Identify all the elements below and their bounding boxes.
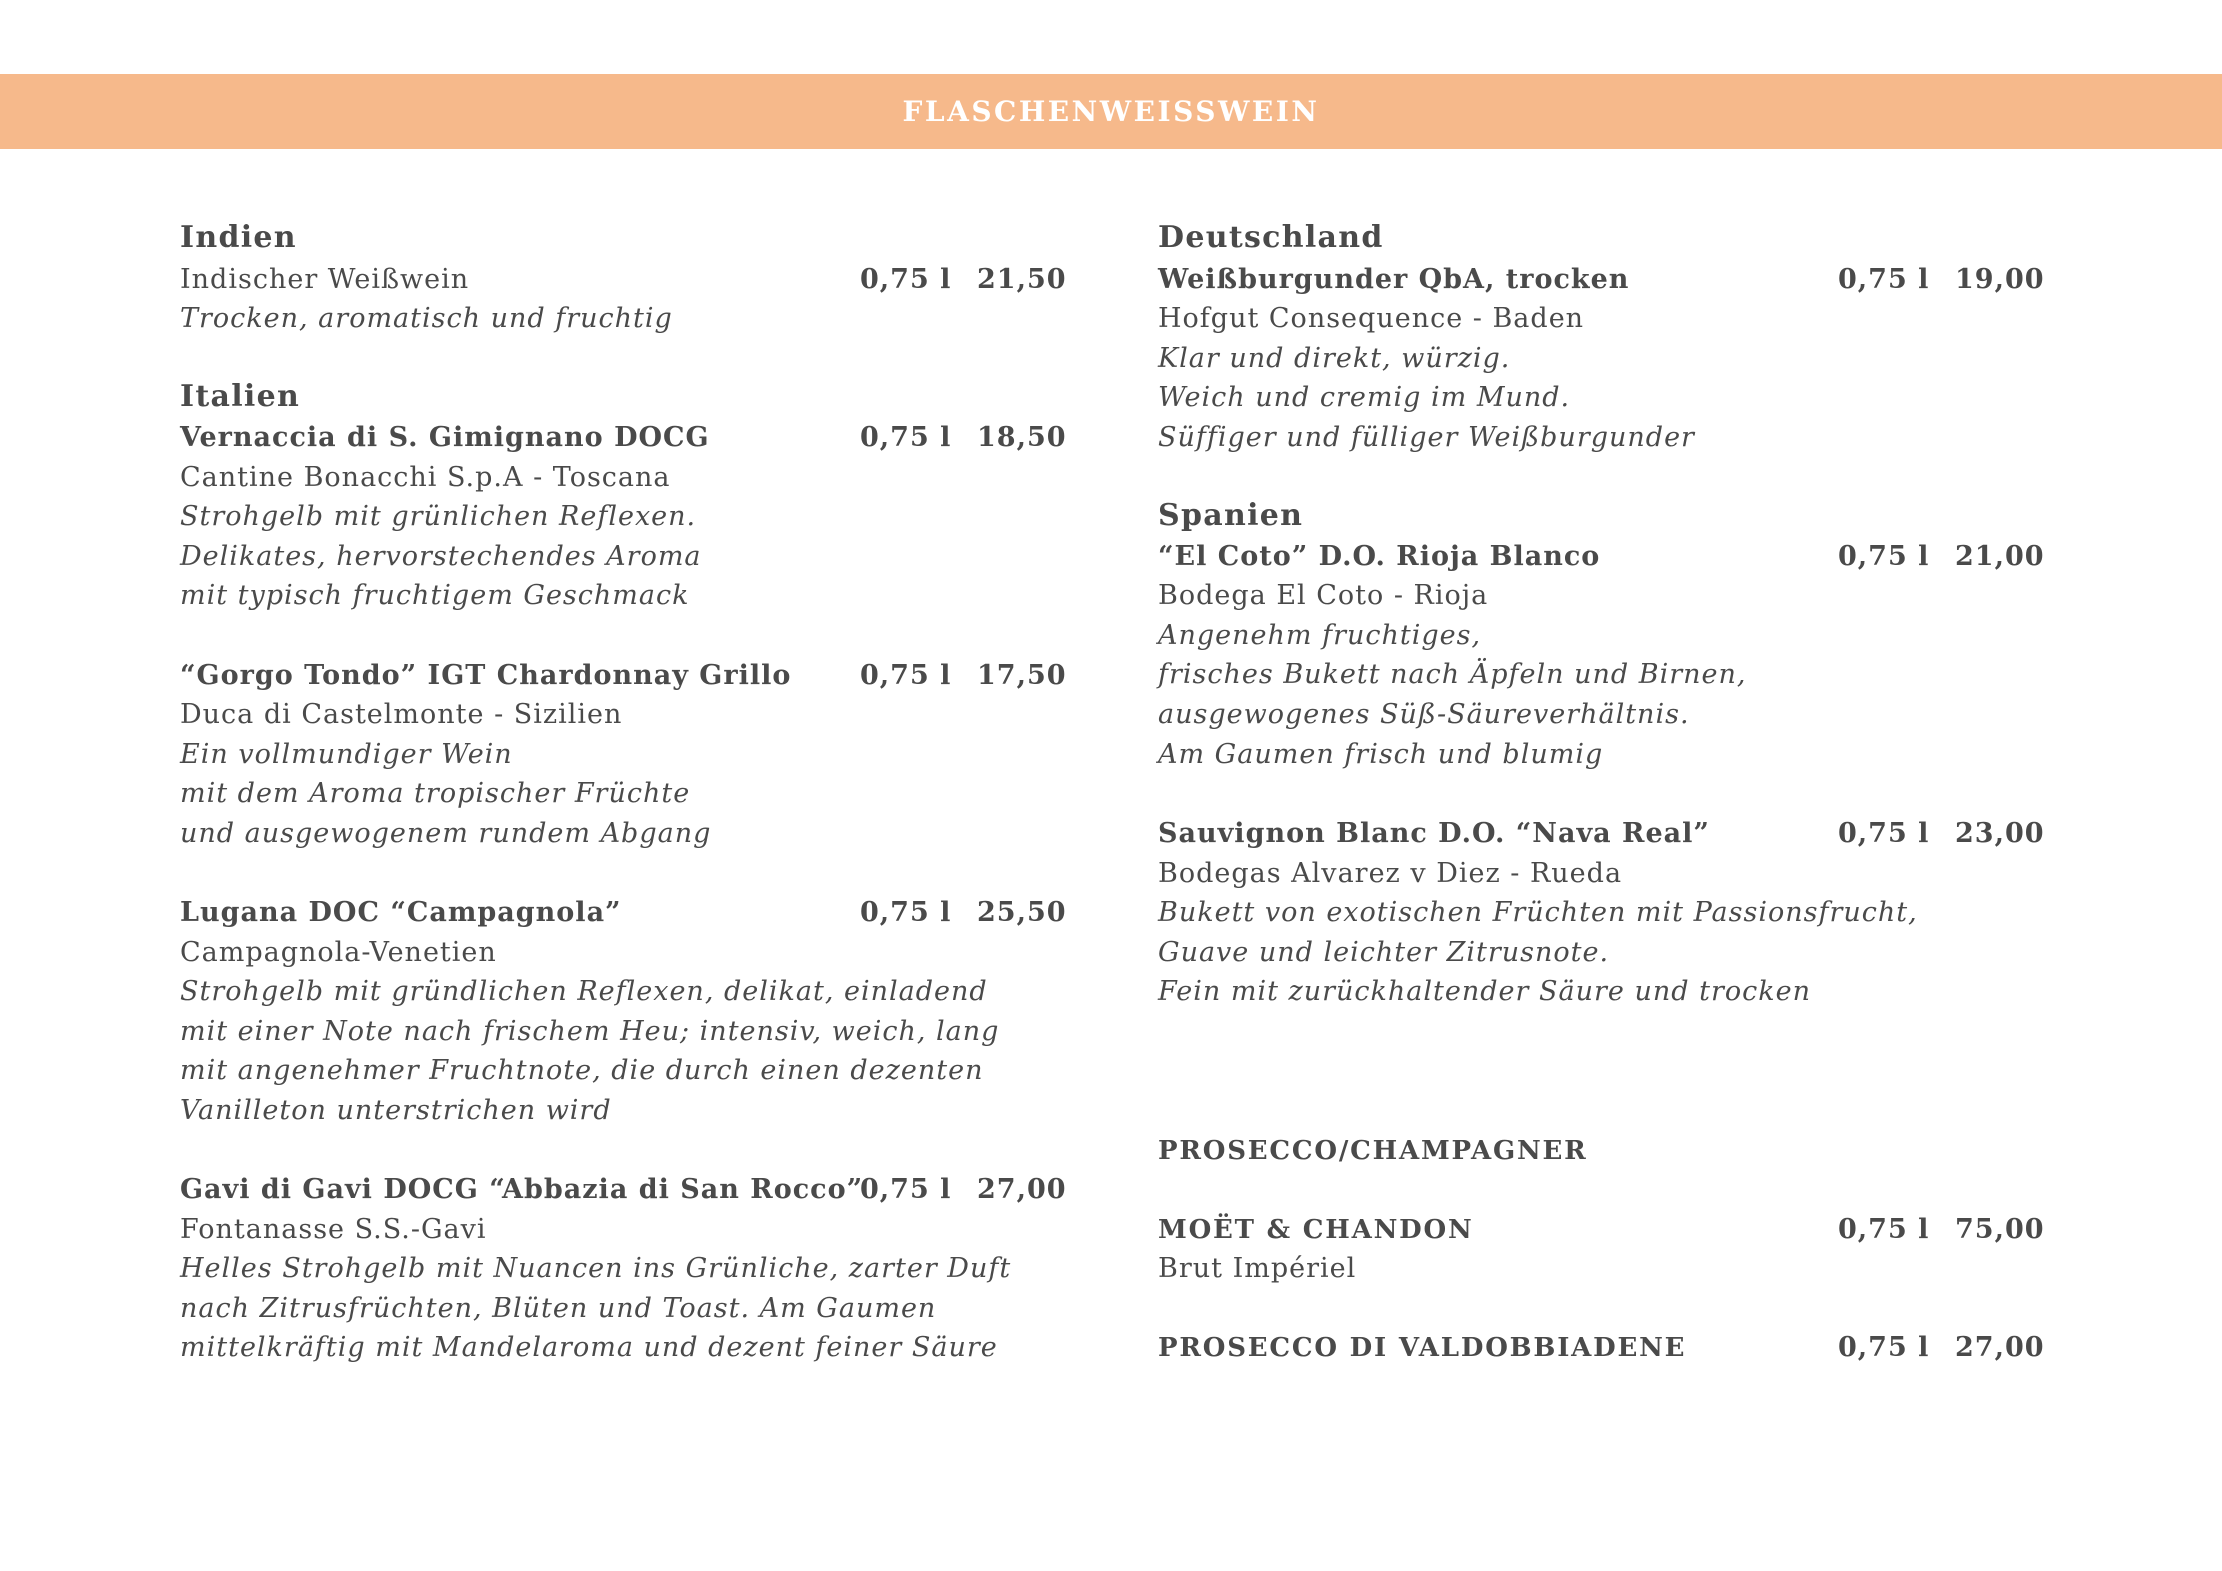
wine-description: Delikates, hervorstechendes Aroma <box>180 541 702 572</box>
wine-price: 19,00 <box>1955 264 2045 295</box>
wine-price: 23,00 <box>1955 818 2045 849</box>
wine-description: Klar und direkt, würzig. <box>1158 343 1511 374</box>
wine-volume: 0,75 l <box>1838 264 1930 295</box>
wine-price: 21,50 <box>977 264 1067 295</box>
wine-name: MOËT & CHANDON <box>1158 1215 1474 1245</box>
wine-producer: Brut Impériel <box>1158 1253 1357 1284</box>
wine-description: ausgewogenes Süß-Säureverhältnis. <box>1158 699 1690 730</box>
country-heading-italien: Italien <box>180 379 301 414</box>
wine-producer: Fontanasse S.S.-Gavi <box>180 1214 487 1245</box>
wine-price: 21,00 <box>1955 541 2045 572</box>
section-title: FLASCHENWEISSWEIN <box>902 95 1320 128</box>
wine-name: Gavi di Gavi DOCG “Abbazia di San Rocco” <box>180 1174 864 1205</box>
wine-description: Strohgelb mit gründlichen Reflexen, delikat, einladend <box>180 976 988 1007</box>
wine-name: PROSECCO DI VALDOBBIADENE <box>1158 1333 1687 1363</box>
wine-description: und ausgewogenem rundem Abgang <box>180 818 712 849</box>
wine-description: mit angenehmer Fruchtnote, die durch einen dezenten <box>180 1055 984 1086</box>
wine-volume: 0,75 l <box>1838 541 1930 572</box>
country-heading-spanien: Spanien <box>1158 498 1304 533</box>
wine-description: Ein vollmundiger Wein <box>180 739 513 770</box>
wine-description: frisches Bukett nach Äpfeln und Birnen, <box>1158 659 1747 690</box>
wine-volume: 0,75 l <box>860 422 952 453</box>
wine-description: Weich und cremig im Mund. <box>1158 382 1571 413</box>
wine-description: Am Gaumen frisch und blumig <box>1158 739 1604 770</box>
wine-description: Angenehm fruchtiges, <box>1158 620 1482 651</box>
wine-price: 17,50 <box>977 660 1067 691</box>
wine-volume: 0,75 l <box>1838 1332 1930 1363</box>
wine-name: Vernaccia di S. Gimignano DOCG <box>180 422 710 453</box>
wine-producer: Campagnola-Venetien <box>180 937 497 968</box>
country-heading-deutschland: Deutschland <box>1158 220 1384 255</box>
wine-name: Indischer Weißwein <box>180 264 470 295</box>
section-heading-prosecco: PROSECCO/CHAMPAGNER <box>1158 1136 1588 1166</box>
wine-description: Süffiger und fülliger Weißburgunder <box>1158 422 1695 453</box>
wine-description: nach Zitrusfrüchten, Blüten und Toast. Am Gaumen <box>180 1293 937 1324</box>
wine-description: mit typisch fruchtigem Geschmack <box>180 580 690 611</box>
wine-description: Trocken, aromatisch und fruchtig <box>180 303 673 334</box>
wine-price: 75,00 <box>1955 1214 2045 1245</box>
wine-description: mit dem Aroma tropischer Früchte <box>180 778 691 809</box>
wine-description: mit einer Note nach frischem Heu; intensiv, weich, lang <box>180 1016 1000 1047</box>
wine-name: “El Coto” D.O. Rioja Blanco <box>1158 541 1601 572</box>
wine-price: 27,00 <box>977 1174 1067 1205</box>
wine-volume: 0,75 l <box>1838 1214 1930 1245</box>
wine-name: “Gorgo Tondo” IGT Chardonnay Grillo <box>180 660 792 691</box>
wine-volume: 0,75 l <box>860 1174 952 1205</box>
wine-producer: Hofgut Consequence - Baden <box>1158 303 1585 334</box>
wine-volume: 0,75 l <box>860 264 952 295</box>
wine-price: 27,00 <box>1955 1332 2045 1363</box>
wine-volume: 0,75 l <box>1838 818 1930 849</box>
wine-producer: Bodegas Alvarez v Diez - Rueda <box>1158 858 1623 889</box>
wine-name: Weißburgunder QbA, trocken <box>1158 264 1630 295</box>
wine-producer: Duca di Castelmonte - Sizilien <box>180 699 623 730</box>
wine-description: Guave und leichter Zitrusnote. <box>1158 937 1610 968</box>
wine-description: Strohgelb mit grünlichen Reflexen. <box>180 501 697 532</box>
wine-name: Lugana DOC “Campagnola” <box>180 897 622 928</box>
wine-name: Sauvignon Blanc D.O. “Nava Real” <box>1158 818 1710 849</box>
wine-producer: Bodega El Coto - Rioja <box>1158 580 1489 611</box>
wine-description: Vanilleton unterstrichen wird <box>180 1095 612 1126</box>
wine-price: 25,50 <box>977 897 1067 928</box>
wine-volume: 0,75 l <box>860 897 952 928</box>
country-heading-indien: Indien <box>180 220 297 255</box>
wine-price: 18,50 <box>977 422 1067 453</box>
wine-volume: 0,75 l <box>860 660 952 691</box>
wine-description: Helles Strohgelb mit Nuancen ins Grünliche, zarter Duft <box>180 1253 1012 1284</box>
wine-description: mittelkräftig mit Mandelaroma und dezent feiner Säure <box>180 1332 998 1363</box>
wine-description: Fein mit zurückhaltender Säure und trocken <box>1158 976 1811 1007</box>
section-banner <box>0 74 2222 149</box>
wine-producer: Cantine Bonacchi S.p.A - Toscana <box>180 462 671 493</box>
wine-description: Bukett von exotischen Früchten mit Passionsfrucht, <box>1158 897 1918 928</box>
